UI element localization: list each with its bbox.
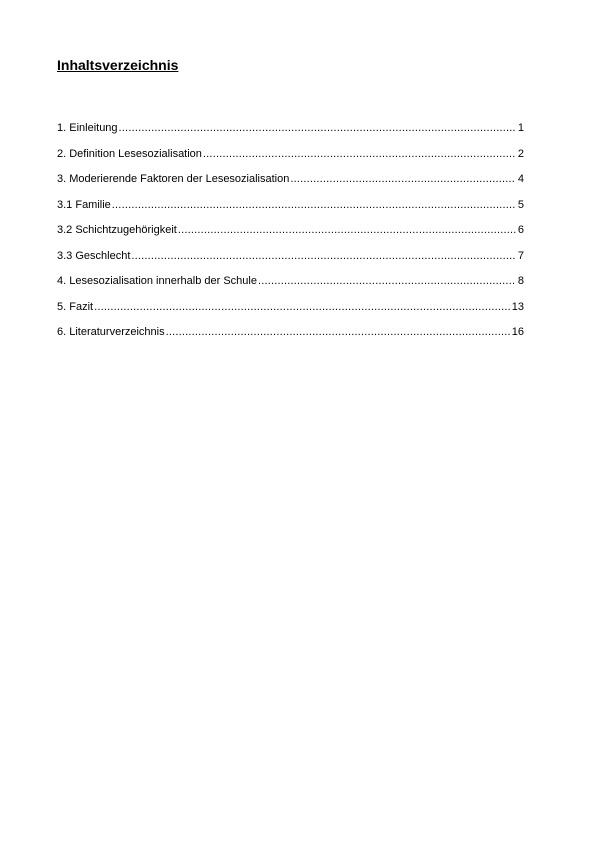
toc-entry[interactable] [57,223,524,249]
toc-entry-label: 5. Fazit [57,300,94,313]
toc-dot-leader [178,223,516,237]
toc-entry-page: 2 [517,147,524,160]
toc-dot-leader [119,121,516,135]
toc-entry-page: 8 [517,275,524,287]
toc-dot-leader [166,325,510,339]
toc-entry-page: 13 [511,300,524,313]
toc-entry[interactable] [57,325,524,351]
toc-entry-label: 1. Einleitung [57,122,118,134]
toc-entry-label: 2. Definition Lesesozialisation [57,147,202,160]
toc-entry-label: 3. Moderierende Faktoren der Lesesozialisation [57,173,290,185]
toc-entry-page: 5 [517,198,524,211]
toc-entry[interactable] [57,300,524,326]
toc-dot-leader [112,198,516,212]
toc-entry-page: 16 [511,326,524,338]
toc-entry-page: 6 [517,224,524,236]
toc-dot-leader [94,300,510,314]
toc-entry-label: 3.1 Familie [57,198,111,211]
toc-entry[interactable] [57,121,524,147]
toc-entry-label: 3.3 Geschlecht [57,249,131,262]
toc-title: Inhaltsverzeichnis [57,57,179,73]
toc-entry[interactable] [57,147,524,173]
toc-entry[interactable] [57,274,524,300]
toc-entry[interactable] [57,172,524,198]
toc-entry-label: 6. Literaturverzeichnis [57,326,165,338]
toc-dot-leader [258,274,516,288]
toc-entry-label: 3.2 Schichtzugehörigkeit [57,224,177,236]
toc-dot-leader [203,147,516,161]
toc-entry-page: 4 [517,173,524,185]
toc-entry[interactable] [57,198,524,224]
toc-entry[interactable] [57,249,524,275]
toc-entry-label: 4. Lesesozialisation innerhalb der Schule [57,275,257,287]
toc-list [57,121,524,351]
toc-entry-page: 7 [517,249,524,262]
toc-dot-leader [131,249,516,263]
toc-entry-page: 1 [517,122,524,134]
toc-dot-leader [290,172,516,186]
